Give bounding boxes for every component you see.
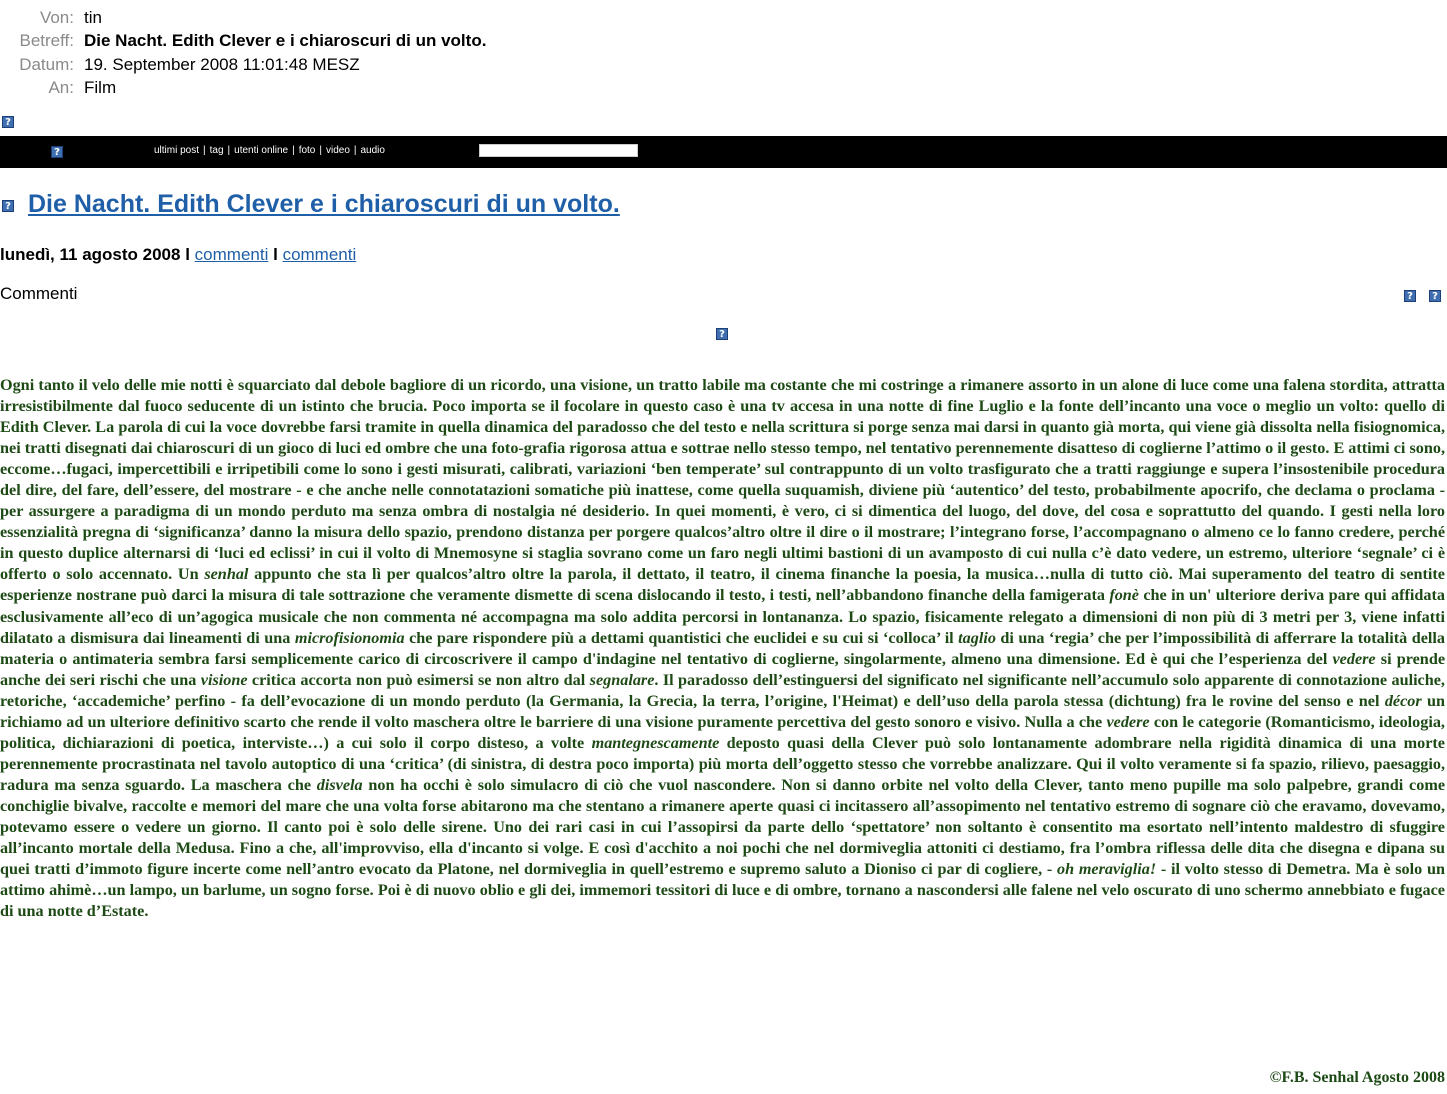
article-text: non ha occhi è solo simulacro di ciò che vuol nascondere. Non si danno orbite nel volto della Clever, tanto meno pupille ma solo palpebre, grandi come conchiglie bivalve, raccolte e memori del mare che una volta forse abitarono ma che stentano a rimanere aperte quasi ci incitassero all’assopimento nel tentativo estremo di sognare ciò che eravamo, dovevamo, potevamo essere o vedere un giorno. Il canto poi è solo delle sirene. Uno dei rari casi in cui l’assopirsi da parte dello ‘spettatore’ non soltanto è consentito ma esortato nell’intento maldestro di sfuggire all’incanto mortale della Medusa. Fino a che, all'improvviso, ella d'incanto si volge. E così d'acchito a noi pochi che nel dormiveglia attoniti ci destiamo, fra l’ombra riflessa delle dita che disegna e dipana su quei tratti d’immoto figure incerte come nell’antro evocato da Platone, nel dormiveglia in quell’estremo e supremo saluto a Dioniso ci par di cogliere, -	[0, 775, 1446, 879]
article-text: . Il paradosso dell’estinguersi del significato nel significante nell’accumulo solo apparente di connotazione auliche, retoriche, ‘accademiche’ perfino - fa dell’evocazione di un mondo perduto (la Germania, la Grecia, la terra, l’origine, l'Heimat) e dell’uso della parola stessa (dichtung) fra le rovine del senso e nel	[0, 670, 1445, 710]
article-italic: segnalare	[589, 670, 655, 689]
article-italic: taglio	[958, 628, 996, 647]
comments-link-2[interactable]: commenti	[282, 245, 357, 264]
article-text: appunto che sta lì per qualcos’altro oltre la parola, il dettato, il teatro, il cinema finanche la poesia, la musica…nulla di tutto ciò. Mai superamento del teatro di sentite esperienze nostrane può darci la misura di tale sottrazione che veramente dismette di scena dislocando il testo, i testi, nell’abbandono finanche della famigerata	[0, 565, 1445, 605]
to-value: Film	[84, 78, 117, 98]
article-text: con le categorie (Romanticismo, ideologia, politica, dichiarazioni di poetica, interviste…) a cui solo il corpo disteso, a volte	[0, 712, 1445, 752]
article-italic: fonè	[1109, 586, 1139, 605]
nav-separator: |	[319, 145, 322, 156]
from-row	[0, 6, 700, 30]
nav-link-audio[interactable]: audio	[360, 145, 385, 156]
from-value: tin	[84, 7, 102, 27]
article-text: di una ‘regia’ che per l’impossibilità di afferrare la totalità della materia o antimateria sembra farsi semplicemente carico di circoscrivere il campo d'indagine nel tentativo di coglierne, singolarmente, almeno una dimensione. Ed è qui che l’esperienza del	[0, 628, 1445, 668]
article-text: Ogni tanto il velo delle mie notti è squarciato dal debole bagliore di un ricordo, una visione, un tratto labile ma costante che mi costringe a rimanere assorto in un alone di luce come una falena stordita, attratta irresistibilmente dal fuoco seducente di un istinto che brucia. Poco importa se il focolare in questo caso è una tv accesa in una notte di fine Luglio e la fonte dell’incanto una voce o meglio un volto: quello di Edith Clever. La parola di cui la voce dovrebbe farsi tramite in quella dinamica del paradosso che del testo e nella scrittura si porge senza mai darsi in quanto già morta, qui viene già dissolta nella fisiognomica, nei tratti disegnati dai chiaroscuri di un gioco di luci ed ombre che una foto-grafia rigorosa attua e sottrae nello stesso tempo, nel tentativo perennemente disatteso di coglierne l’attimo o il gesto. E attimi ci sono, eccome…fugaci, impercettibili e irripetibili come lo sono i gesti misurati, calibrati, variazioni ‘ben temperate’ sul contrappunto di un volto trasfigurato che a tratti raggiunge e supera l’insostenibile procedura del dire, del fare, dell’essere, del mostrare - e che anche nelle connotatazioni somatiche più inattese, come quella suquamish, diviene più ‘autentico’ del testo, probabilmente apocrifo, che declama o proclama - per assurgere a paradigma di un mondo perduto ma senza ombra di nostalgia né desiderio. In quei momenti, è vero, ci si dimentica del luogo, del dove, del cosa e soprattutto del quando. I gesti nella loro essenzialità pregna di ‘significanza’ danno la misura dello spazio, prendono distanza per porgere qualcos’altro oltre il dire o il mostrare; l’integrano forse, l’accompagnano o almeno ce lo fanno credere, perché in questo duplice alternarsi di ‘luci ed eclissi’ in cui il volto di Mnemosyne si staglia sovrano come un faro negli ultimi bastioni di un avamposto di cui nulla c’è dato vedere, un estremo, ulteriore ‘segnale’ ci è offerto o solo accennato. Un	[0, 376, 1445, 584]
nav-separator: |	[227, 145, 231, 156]
article-text: che pare rispondere più a dettami quantistici che euclidei e su cui si ‘colloca’ il	[404, 628, 959, 647]
date-value: 19. September 2008 11:01:48 MESZ	[84, 54, 360, 74]
nav-links	[154, 145, 385, 156]
share-missing-image-icon[interactable]: ?	[1429, 290, 1441, 302]
article-italic: vedere	[1332, 649, 1376, 668]
nav-separator: |	[203, 145, 206, 156]
nav-link-utenti-online[interactable]: utenti online	[234, 145, 289, 156]
article-text: deposto quasi della Clever può solo lontanamente adombrare nella rigidità dinamica di una morte perennemente procrastinata nel tavolo autoptico di una ‘critica’ (di sinistra, di destra poco importa) più morta dell’oggetto stesso che vorrebbe analizzare. Qui il volto veramente si fa spazio, rilievo, paesaggio, radura ma senza sguardo. La maschera che	[0, 733, 1445, 794]
article-text: un richiamo ad un ulteriore definitivo scarto che rende il volto maschera oltre le barriere di una visione puramente percettiva del gesto sonoro e visivo. Nulla a che	[0, 691, 1445, 731]
nav-separator: |	[353, 145, 357, 156]
article-text: che in un' ulteriore deriva pare qui affidata esclusivamente all’eco di un’agogica musicale che non commenta né accompagna ma solo addita percorsi in lontananza. Lo spazio, fisicamente relegato a dimensioni di non più di 3 metri per 3, viene infatti dilatato a dismisura dai lineamenti di una	[0, 586, 1445, 647]
subject-label: Betreff:	[19, 31, 74, 51]
post-meta	[0, 245, 356, 265]
nav-link-video[interactable]: video	[325, 145, 350, 156]
comments-heading: Commenti	[0, 284, 78, 303]
nav-link-foto[interactable]: foto	[298, 145, 316, 156]
article-italic: décor	[1384, 691, 1422, 710]
share-missing-image-icon[interactable]: ?	[1404, 290, 1416, 302]
site-logo-missing-image-icon: ?	[51, 146, 63, 158]
article-image-missing-icon: ?	[716, 328, 728, 340]
article-signature: ©F.B. Senhal Agosto 2008	[1269, 1069, 1445, 1086]
article-text: critica accorta non può esimersi se non altro dal	[247, 670, 590, 689]
subject-value: Die Nacht. Edith Clever e i chiaroscuri di un volto.	[84, 31, 487, 51]
article-italic: visione	[200, 670, 248, 689]
comments-link-1[interactable]: commenti	[194, 245, 269, 264]
to-row	[0, 77, 700, 101]
date-label: Datum:	[19, 54, 74, 74]
article-italic: vedere	[1106, 712, 1150, 731]
from-label: Von:	[39, 7, 74, 27]
article-italic: senhal	[204, 565, 249, 584]
search-input[interactable]	[479, 144, 638, 157]
post-date: lunedì, 11 agosto 2008	[0, 245, 181, 264]
subject-row	[0, 30, 700, 54]
date-row	[0, 53, 700, 77]
email-header	[0, 6, 700, 100]
article-text: si prende anche dei seri rischi che una	[0, 649, 1446, 689]
post-title-link[interactable]: Die Nacht. Edith Clever e i chiaroscuri di un volto.	[28, 190, 620, 218]
meta-separator: l	[185, 245, 190, 264]
meta-separator: l	[273, 245, 278, 264]
nav-separator: |	[292, 145, 295, 156]
to-label: An:	[48, 78, 74, 98]
article-text: - il volto stesso di Demetra. Ma è solo un attimo ahimè…un lampo, un barlume, un sogno forse. Poi è di nuovo oblio e gli dei, immemori tessitori di luce e di ombre, tornano a nascondersi alle falene nel velo oscurato di uno schermo annebbiato e fugace di una notte d’Estate.	[0, 860, 1445, 921]
nav-link-ultimi-post[interactable]: ultimi post	[154, 145, 200, 156]
article-italic: microfisionomia	[294, 628, 405, 647]
article-italic: mantegnescamente	[591, 733, 720, 752]
missing-image-icon: ?	[2, 116, 14, 128]
nav-link-tag[interactable]: tag	[209, 145, 224, 156]
article-italic: disvela	[316, 775, 363, 794]
post-title-missing-image-icon: ?	[2, 200, 14, 212]
site-navbar	[0, 136, 1447, 168]
article-body	[0, 375, 1445, 922]
article-italic: oh meraviglia!	[1056, 860, 1157, 879]
